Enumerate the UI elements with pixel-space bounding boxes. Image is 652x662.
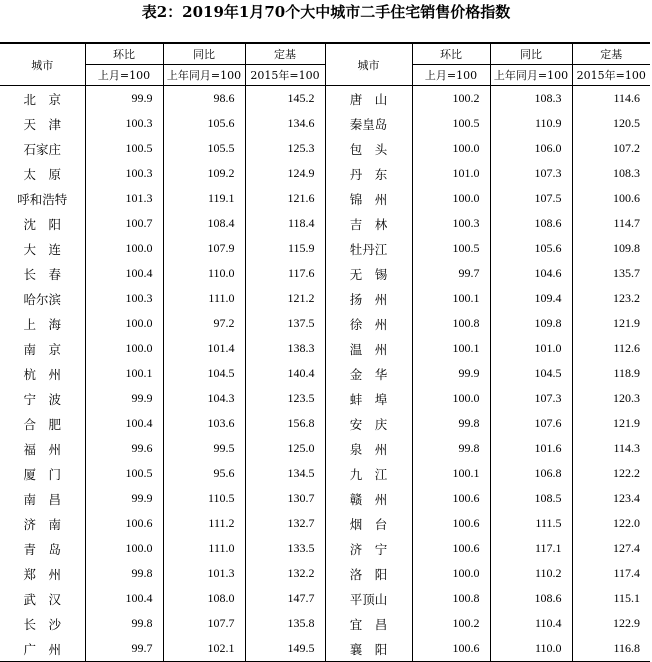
mom-index-cell: 99.8 — [412, 436, 490, 461]
city-cell: 杭 州 — [23, 366, 61, 382]
fixed-base-index-cell: 134.5 — [245, 461, 325, 486]
fixed-base-index-cell: 116.8 — [572, 636, 650, 662]
mom-index-cell: 100.4 — [85, 261, 163, 286]
yoy-index-cell: 117.1 — [490, 536, 572, 561]
yoy-index-cell: 108.3 — [490, 86, 572, 112]
mom-index-cell: 100.1 — [412, 286, 490, 311]
fixed-base-index-cell: 135.7 — [572, 261, 650, 286]
header-fixed-base-right: 定基 — [572, 43, 650, 65]
fixed-base-index-cell: 145.2 — [245, 86, 325, 112]
yoy-index-cell: 103.6 — [163, 411, 245, 436]
yoy-index-cell: 106.8 — [490, 461, 572, 486]
city-cell: 武 汉 — [23, 591, 61, 607]
fixed-base-index-cell: 127.4 — [572, 536, 650, 561]
fixed-base-index-cell: 121.9 — [572, 311, 650, 336]
city-cell: 赣 州 — [325, 486, 412, 511]
fixed-base-index-cell: 125.3 — [245, 136, 325, 161]
city-cell: 无 锡 — [325, 261, 412, 286]
fixed-base-index-cell: 114.6 — [572, 86, 650, 112]
mom-index-cell: 99.9 — [85, 486, 163, 511]
city-cell: 郑 州 — [23, 566, 61, 582]
table-row — [0, 336, 650, 361]
header-base-2015-right: 2015年=100 — [572, 65, 650, 86]
fixed-base-index-cell: 134.6 — [245, 111, 325, 136]
city-cell: 天 津 — [23, 116, 61, 132]
table-row — [0, 411, 650, 436]
yoy-index-cell: 105.6 — [163, 111, 245, 136]
mom-index-cell: 100.8 — [412, 311, 490, 336]
table-row — [0, 286, 650, 311]
city-cell: 秦皇岛 — [325, 111, 412, 136]
fixed-base-index-cell: 132.2 — [245, 561, 325, 586]
mom-index-cell: 99.9 — [85, 386, 163, 411]
mom-index-cell: 100.4 — [85, 586, 163, 611]
yoy-index-cell: 104.5 — [163, 361, 245, 386]
fixed-base-index-cell: 108.3 — [572, 161, 650, 186]
city-column-header-left: 城市 — [0, 43, 85, 86]
table-row — [0, 111, 650, 136]
table-row — [0, 211, 650, 236]
yoy-index-cell: 107.9 — [163, 236, 245, 261]
mom-index-cell: 101.0 — [412, 161, 490, 186]
yoy-index-cell: 110.4 — [490, 611, 572, 636]
mom-index-cell: 99.6 — [85, 436, 163, 461]
mom-index-cell: 101.3 — [85, 186, 163, 211]
mom-index-cell: 100.6 — [412, 486, 490, 511]
yoy-index-cell: 105.6 — [490, 236, 572, 261]
mom-index-cell: 100.6 — [412, 511, 490, 536]
city-cell: 安 庆 — [325, 411, 412, 436]
fixed-base-index-cell: 122.9 — [572, 611, 650, 636]
fixed-base-index-cell: 122.0 — [572, 511, 650, 536]
fixed-base-index-cell: 123.4 — [572, 486, 650, 511]
yoy-index-cell: 108.6 — [490, 586, 572, 611]
mom-index-cell: 99.8 — [85, 561, 163, 586]
table-row — [0, 311, 650, 336]
yoy-index-cell: 109.8 — [490, 311, 572, 336]
yoy-index-cell: 111.5 — [490, 511, 572, 536]
fixed-base-index-cell: 132.7 — [245, 511, 325, 536]
table-row — [0, 586, 650, 611]
fixed-base-index-cell: 137.5 — [245, 311, 325, 336]
header-base-prev-year-right: 上年同月=100 — [490, 65, 572, 86]
city-cell: 锦 州 — [325, 186, 412, 211]
yoy-index-cell: 109.4 — [490, 286, 572, 311]
city-cell: 南 昌 — [23, 491, 61, 507]
fixed-base-index-cell: 121.9 — [572, 411, 650, 436]
mom-index-cell: 100.5 — [412, 236, 490, 261]
header-yoy-right: 同比 — [490, 43, 572, 65]
yoy-index-cell: 110.9 — [490, 111, 572, 136]
yoy-index-cell: 108.5 — [490, 486, 572, 511]
fixed-base-index-cell: 135.8 — [245, 611, 325, 636]
yoy-index-cell: 107.6 — [490, 411, 572, 436]
city-cell: 温 州 — [325, 336, 412, 361]
city-cell: 徐 州 — [325, 311, 412, 336]
table-row — [0, 636, 650, 662]
table-row — [0, 511, 650, 536]
yoy-index-cell: 104.5 — [490, 361, 572, 386]
table-row — [0, 486, 650, 511]
yoy-index-cell: 104.6 — [490, 261, 572, 286]
table-title: 表2：2019年1月70个大中城市二手住宅销售价格指数 — [141, 3, 511, 21]
yoy-index-cell: 110.5 — [163, 486, 245, 511]
mom-index-cell: 100.0 — [412, 186, 490, 211]
city-cell: 蚌 埠 — [325, 386, 412, 411]
yoy-index-cell: 98.6 — [163, 86, 245, 112]
yoy-index-cell: 107.3 — [490, 161, 572, 186]
mom-index-cell: 99.9 — [85, 86, 163, 112]
city-cell: 洛 阳 — [325, 561, 412, 586]
fixed-base-index-cell: 125.0 — [245, 436, 325, 461]
table-row — [0, 136, 650, 161]
city-cell: 太 原 — [23, 166, 61, 182]
city-cell: 九 江 — [325, 461, 412, 486]
mom-index-cell: 100.3 — [85, 161, 163, 186]
fixed-base-index-cell: 123.5 — [245, 386, 325, 411]
mom-index-cell: 100.5 — [412, 111, 490, 136]
city-cell: 牡丹江 — [325, 236, 412, 261]
mom-index-cell: 99.7 — [85, 636, 163, 662]
fixed-base-index-cell: 147.7 — [245, 586, 325, 611]
yoy-index-cell: 107.7 — [163, 611, 245, 636]
fixed-base-index-cell: 149.5 — [245, 636, 325, 662]
header-yoy-left: 同比 — [163, 43, 245, 65]
fixed-base-index-cell: 120.5 — [572, 111, 650, 136]
mom-index-cell: 99.8 — [412, 411, 490, 436]
mom-index-cell: 100.0 — [85, 311, 163, 336]
fixed-base-index-cell: 122.2 — [572, 461, 650, 486]
table-row — [0, 436, 650, 461]
fixed-base-index-cell: 156.8 — [245, 411, 325, 436]
city-column-header-right: 城市 — [325, 43, 412, 86]
fixed-base-index-cell: 124.9 — [245, 161, 325, 186]
fixed-base-index-cell: 120.3 — [572, 386, 650, 411]
city-cell: 厦 门 — [23, 466, 61, 482]
city-cell: 石家庄 — [23, 141, 61, 157]
fixed-base-index-cell: 121.2 — [245, 286, 325, 311]
table-row — [0, 186, 650, 211]
table-row — [0, 561, 650, 586]
city-cell: 大 连 — [23, 241, 61, 257]
header-base-2015-left: 2015年=100 — [245, 65, 325, 86]
yoy-index-cell: 110.0 — [163, 261, 245, 286]
city-cell: 吉 林 — [325, 211, 412, 236]
yoy-index-cell: 101.6 — [490, 436, 572, 461]
table-row — [0, 236, 650, 261]
table-row — [0, 611, 650, 636]
table-row — [0, 461, 650, 486]
city-cell: 广 州 — [0, 636, 85, 662]
yoy-index-cell: 119.1 — [163, 186, 245, 211]
fixed-base-index-cell: 109.8 — [572, 236, 650, 261]
city-cell: 唐 山 — [325, 86, 412, 112]
header-fixed-base-left: 定基 — [245, 43, 325, 65]
fixed-base-index-cell: 117.4 — [572, 561, 650, 586]
fixed-base-index-cell: 133.5 — [245, 536, 325, 561]
city-cell: 泉 州 — [325, 436, 412, 461]
table-row — [0, 386, 650, 411]
mom-index-cell: 100.3 — [412, 211, 490, 236]
mom-index-cell: 100.0 — [412, 386, 490, 411]
header-base-prev-month-right: 上月=100 — [412, 65, 490, 86]
city-cell: 北 京 — [23, 91, 61, 107]
city-cell: 宜 昌 — [325, 611, 412, 636]
yoy-index-cell: 101.4 — [163, 336, 245, 361]
city-cell: 济 南 — [23, 516, 61, 532]
city-cell: 烟 台 — [325, 511, 412, 536]
fixed-base-index-cell: 138.3 — [245, 336, 325, 361]
city-cell: 金 华 — [325, 361, 412, 386]
mom-index-cell: 100.1 — [85, 361, 163, 386]
city-cell: 青 岛 — [23, 541, 61, 557]
table-row — [0, 161, 650, 186]
fixed-base-index-cell: 121.6 — [245, 186, 325, 211]
mom-index-cell: 99.9 — [412, 361, 490, 386]
yoy-index-cell: 111.0 — [163, 536, 245, 561]
table-row — [0, 361, 650, 386]
yoy-index-cell: 102.1 — [163, 636, 245, 662]
city-cell: 襄 阳 — [325, 636, 412, 662]
mom-index-cell: 100.4 — [85, 411, 163, 436]
fixed-base-index-cell: 117.6 — [245, 261, 325, 286]
mom-index-cell: 100.6 — [412, 636, 490, 662]
yoy-index-cell: 107.5 — [490, 186, 572, 211]
header-mom-right: 环比 — [412, 43, 490, 65]
yoy-index-cell: 109.2 — [163, 161, 245, 186]
mom-index-cell: 99.8 — [85, 611, 163, 636]
mom-index-cell: 100.8 — [412, 586, 490, 611]
mom-index-cell: 100.5 — [85, 461, 163, 486]
mom-index-cell: 100.0 — [85, 236, 163, 261]
fixed-base-index-cell: 114.3 — [572, 436, 650, 461]
fixed-base-index-cell: 114.7 — [572, 211, 650, 236]
fixed-base-index-cell: 118.9 — [572, 361, 650, 386]
mom-index-cell: 100.1 — [412, 336, 490, 361]
mom-index-cell: 100.2 — [412, 86, 490, 112]
mom-index-cell: 100.0 — [85, 536, 163, 561]
fixed-base-index-cell: 123.2 — [572, 286, 650, 311]
yoy-index-cell: 104.3 — [163, 386, 245, 411]
yoy-index-cell: 107.3 — [490, 386, 572, 411]
mom-index-cell: 100.1 — [412, 461, 490, 486]
yoy-index-cell: 95.6 — [163, 461, 245, 486]
fixed-base-index-cell: 130.7 — [245, 486, 325, 511]
city-cell: 平顶山 — [325, 586, 412, 611]
city-cell: 合 肥 — [23, 416, 61, 432]
price-index-table — [0, 42, 650, 662]
mom-index-cell: 100.0 — [412, 136, 490, 161]
mom-index-cell: 100.0 — [412, 561, 490, 586]
mom-index-cell: 100.2 — [412, 611, 490, 636]
fixed-base-index-cell: 140.4 — [245, 361, 325, 386]
header-base-prev-year-left: 上年同月=100 — [163, 65, 245, 86]
yoy-index-cell: 105.5 — [163, 136, 245, 161]
yoy-index-cell: 110.2 — [490, 561, 572, 586]
city-cell: 福 州 — [23, 441, 61, 457]
city-cell: 长 沙 — [23, 616, 61, 632]
yoy-index-cell: 99.5 — [163, 436, 245, 461]
city-cell: 扬 州 — [325, 286, 412, 311]
yoy-index-cell: 101.3 — [163, 561, 245, 586]
table-row — [0, 261, 650, 286]
city-cell: 哈尔滨 — [23, 291, 61, 307]
fixed-base-index-cell: 100.6 — [572, 186, 650, 211]
header-base-prev-month-left: 上月=100 — [85, 65, 163, 86]
city-cell: 南 京 — [23, 341, 61, 357]
city-cell: 宁 波 — [23, 391, 61, 407]
yoy-index-cell: 111.2 — [163, 511, 245, 536]
yoy-index-cell: 108.4 — [163, 211, 245, 236]
header-mom-left: 环比 — [85, 43, 163, 65]
mom-index-cell: 100.6 — [85, 511, 163, 536]
city-cell: 济 宁 — [325, 536, 412, 561]
mom-index-cell: 100.7 — [85, 211, 163, 236]
yoy-index-cell: 97.2 — [163, 311, 245, 336]
fixed-base-index-cell: 112.6 — [572, 336, 650, 361]
fixed-base-index-cell: 115.1 — [572, 586, 650, 611]
city-cell: 长 春 — [23, 266, 61, 282]
city-cell: 沈 阳 — [23, 216, 61, 232]
fixed-base-index-cell: 118.4 — [245, 211, 325, 236]
yoy-index-cell: 101.0 — [490, 336, 572, 361]
mom-index-cell: 99.7 — [412, 261, 490, 286]
fixed-base-index-cell: 107.2 — [572, 136, 650, 161]
mom-index-cell: 100.3 — [85, 286, 163, 311]
table-row — [0, 536, 650, 561]
mom-index-cell: 100.3 — [85, 111, 163, 136]
table-row — [0, 86, 650, 112]
mom-index-cell: 100.5 — [85, 136, 163, 161]
fixed-base-index-cell: 115.9 — [245, 236, 325, 261]
mom-index-cell: 100.6 — [412, 536, 490, 561]
mom-index-cell: 100.0 — [85, 336, 163, 361]
yoy-index-cell: 106.0 — [490, 136, 572, 161]
city-cell: 上 海 — [23, 316, 61, 332]
yoy-index-cell: 108.6 — [490, 211, 572, 236]
header-row-groups — [0, 43, 650, 65]
yoy-index-cell: 108.0 — [163, 586, 245, 611]
yoy-index-cell: 110.0 — [490, 636, 572, 662]
yoy-index-cell: 111.0 — [163, 286, 245, 311]
city-cell: 呼和浩特 — [17, 191, 68, 207]
city-cell: 丹 东 — [325, 161, 412, 186]
city-cell: 包 头 — [325, 136, 412, 161]
